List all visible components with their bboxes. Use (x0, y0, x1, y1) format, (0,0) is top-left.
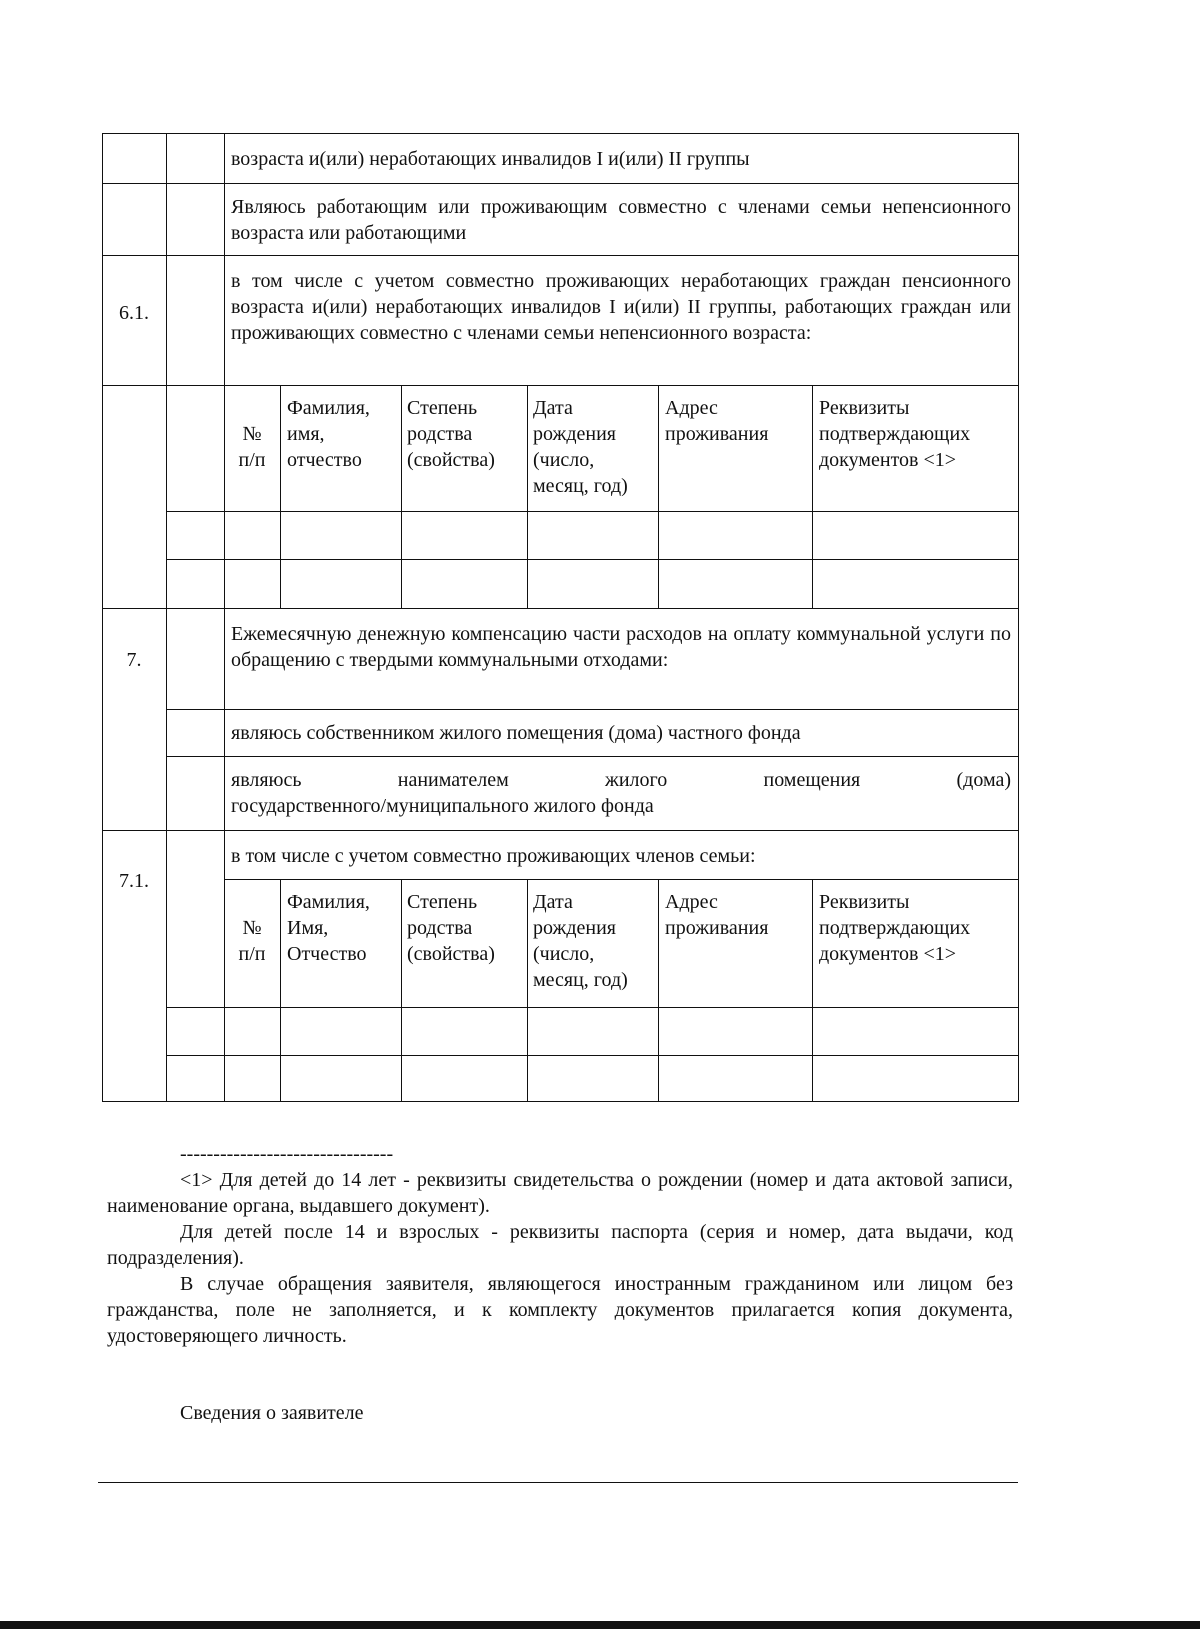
section-6-1-number: 6.1. (119, 302, 149, 324)
row-working-status-text: Являюсь работающим или проживающим совместно с членами семьи непенсионного возраста или работающими (231, 196, 1011, 244)
section-7-text: Ежемесячную денежную компенсацию части расходов на оплату коммунальной услуги по обращению с твердыми коммунальными отходами: (231, 623, 1011, 671)
table2-header-birth-date: Дата рождения (число, месяц, год) (533, 891, 628, 991)
table2-header-address: Адрес проживания (665, 891, 769, 939)
section-7-option-tenant-line2: государственного/муниципального жилого фонда (231, 795, 654, 817)
footnote-children-over-14: Для детей после 14 и взрослых - реквизиты паспорта (серия и номер, дата выдачи, код подразделения). (107, 1221, 1013, 1269)
row-continuation-text: возраста и(или) неработающих инвалидов I и(или) II группы (231, 148, 750, 170)
section-7-option-tenant-line1: являюсь нанимателем жилого помещения (дома) (231, 769, 1011, 791)
table2-header-documents: Реквизиты подтверждающих документов <1> (819, 891, 971, 965)
table2-header-full-name: Фамилия, Имя, Отчество (287, 891, 370, 965)
table1-header-documents: Реквизиты подтверждающих документов <1> (819, 397, 971, 471)
section-7-1-text: в том числе с учетом совместно проживающих членов семьи: (231, 845, 756, 867)
table1-header-relationship: Степень родства (свойства) (407, 397, 495, 471)
table2-header-number: № п/п (238, 917, 266, 965)
section-7-option-owner: являюсь собственником жилого помещения (дома) частного фонда (231, 722, 801, 744)
section-7-number: 7. (126, 649, 142, 671)
applicant-info-heading: Сведения о заявителе (180, 1402, 364, 1424)
footnotes (107, 1167, 1013, 1349)
applicant-info-line (98, 1482, 1018, 1483)
footnote-separator: -------------------------------- (180, 1143, 394, 1165)
scan-bottom-edge (0, 1621, 1200, 1629)
table1-header-address: Адрес проживания (665, 397, 769, 445)
footnote-children-under-14: <1> Для детей до 14 лет - реквизиты свидетельства о рождении (номер и дата актовой записи, наименование органа, выдавшего документ). (107, 1169, 1013, 1217)
section-6-1-text: в том числе с учетом совместно проживающих неработающих граждан пенсионного возраста и(или) неработающих инвалидов I и(или) II группы, работающих граждан или проживающих совместно с членами семьи непенсионного возраста: (231, 270, 1011, 344)
section-7-1-number: 7.1. (119, 870, 149, 892)
table1-header-birth-date: Дата рождения (число, месяц, год) (533, 397, 628, 497)
footnote-foreign-applicant: В случае обращения заявителя, являющегося иностранным гражданином или лицом без гражданства, поле не заполняется, и к комплекту документов прилагается копия документа, удостоверяющего личность. (107, 1273, 1013, 1347)
table2-header-relationship: Степень родства (свойства) (407, 891, 495, 965)
table1-header-number: № п/п (238, 423, 266, 471)
table1-header-full-name: Фамилия, имя, отчество (287, 397, 370, 471)
